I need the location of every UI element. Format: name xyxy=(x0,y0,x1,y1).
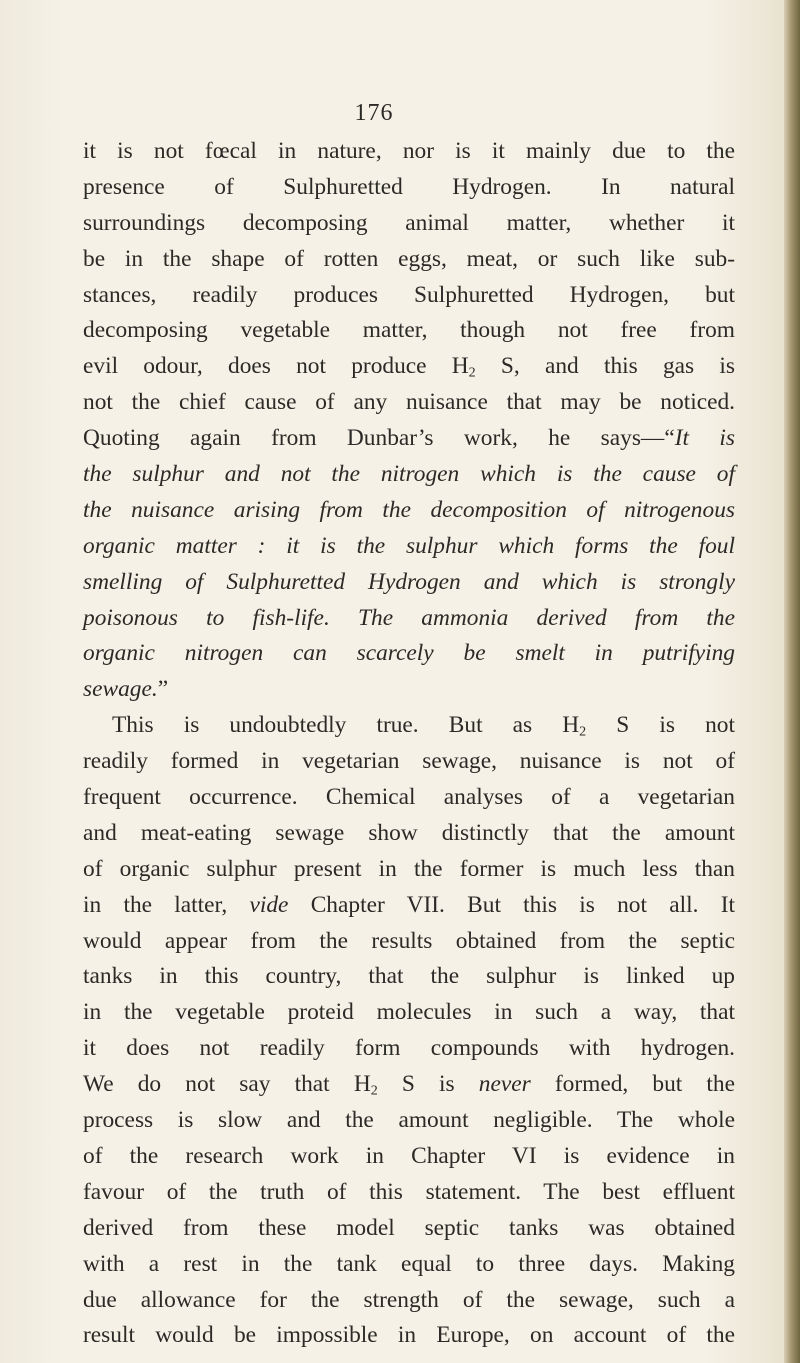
subscript: 2 xyxy=(370,1082,378,1099)
text-line: stances, readily produces Sulphuretted Hydrogen, but xyxy=(83,281,735,308)
text-line xyxy=(83,421,735,457)
text-fragment: We do not say that H xyxy=(83,1071,371,1098)
italic-word: never xyxy=(478,1071,531,1098)
text-line: of organic sulphur present in the former is much less than xyxy=(83,855,735,882)
text-line: surroundings decomposing animal matter, whether it xyxy=(83,209,735,236)
text-line: not the chief cause of any nuisance that may be noticed. xyxy=(83,389,735,416)
quotation-line: poisonous to fish-life. The ammonia derived from the xyxy=(83,604,735,631)
text-line: result would be impossible in Europe, on account of the xyxy=(83,1322,735,1349)
text-line: presence of Sulphuretted Hydrogen. In natural xyxy=(83,173,735,200)
text-line: and meat-eating sewage show distinctly that the amount xyxy=(83,819,735,846)
text-line: it does not readily form compounds with hydrogen. xyxy=(83,1035,735,1062)
text-line: tanks in this country, that the sulphur is linked up xyxy=(83,963,735,990)
page-number: 176 xyxy=(354,100,394,126)
quotation-italic: sewage. xyxy=(83,676,158,703)
text-line: in the vegetable proteid molecules in such a way, that xyxy=(83,999,735,1026)
text-fragment: evil odour, does not produce H xyxy=(83,353,469,380)
text-fragment: formed, but the xyxy=(530,1071,735,1098)
text-line xyxy=(83,888,735,924)
text-line: of the research work in Chapter VI is evidence in xyxy=(83,1142,735,1169)
quotation-line: the sulphur and not the nitrogen which is the cause of xyxy=(83,461,735,488)
text-line: with a rest in the tank equal to three days. Making xyxy=(83,1250,735,1277)
text-fragment: S is xyxy=(377,1071,479,1098)
text-line: favour of the truth of this statement. The best effluent xyxy=(83,1178,735,1205)
text-fragment: in the latter, xyxy=(83,891,250,918)
text-line: frequent occurrence. Chemical analyses of a vegetarian xyxy=(83,784,735,811)
text-line: decomposing vegetable matter, though not free from xyxy=(83,317,735,344)
text-line xyxy=(83,672,735,708)
body-text xyxy=(83,134,735,1354)
text-line: due allowance for the strength of the sewage, such a xyxy=(83,1286,735,1313)
text-line: derived from these model septic tanks was obtained xyxy=(83,1214,735,1241)
quotation-line: smelling of Sulphuretted Hydrogen and which is strongly xyxy=(83,568,735,595)
text-line: it is not fœcal in nature, nor is it mainly due to the xyxy=(83,138,735,164)
text-fragment: S, and this gas is xyxy=(475,353,735,380)
subscript: 2 xyxy=(579,723,587,740)
text-fragment: S is not xyxy=(586,712,735,739)
text-line: process is slow and the amount negligible. The whole xyxy=(83,1107,735,1134)
text-line: readily formed in vegetarian sewage, nuisance is not of xyxy=(83,748,735,775)
text-fragment: This is undoubtedly true. But as H xyxy=(112,712,580,739)
italic-word: vide xyxy=(249,891,289,918)
quotation-italic: It is xyxy=(674,425,735,452)
quotation-line: organic nitrogen can scarcely be smelt in putrifying xyxy=(83,640,735,667)
text-line: be in the shape of rotten eggs, meat, or such like sub- xyxy=(83,245,735,272)
text-fragment: Quoting again from Dunbar’s work, he says—“ xyxy=(83,425,675,452)
text-fragment: Chapter VII. But this is not all. It xyxy=(288,891,735,918)
text-line xyxy=(83,1067,735,1103)
text-line xyxy=(83,708,735,744)
quotation-line: organic matter : it is the sulphur which forms the foul xyxy=(83,532,735,559)
text-line: would appear from the results obtained from the septic xyxy=(83,927,735,954)
subscript: 2 xyxy=(468,364,476,381)
text-line xyxy=(83,349,735,385)
quotation-line: the nuisance arising from the decomposition of nitrogenous xyxy=(83,496,735,523)
page-edge-shadow xyxy=(784,0,800,1363)
text-fragment: ” xyxy=(157,676,169,703)
